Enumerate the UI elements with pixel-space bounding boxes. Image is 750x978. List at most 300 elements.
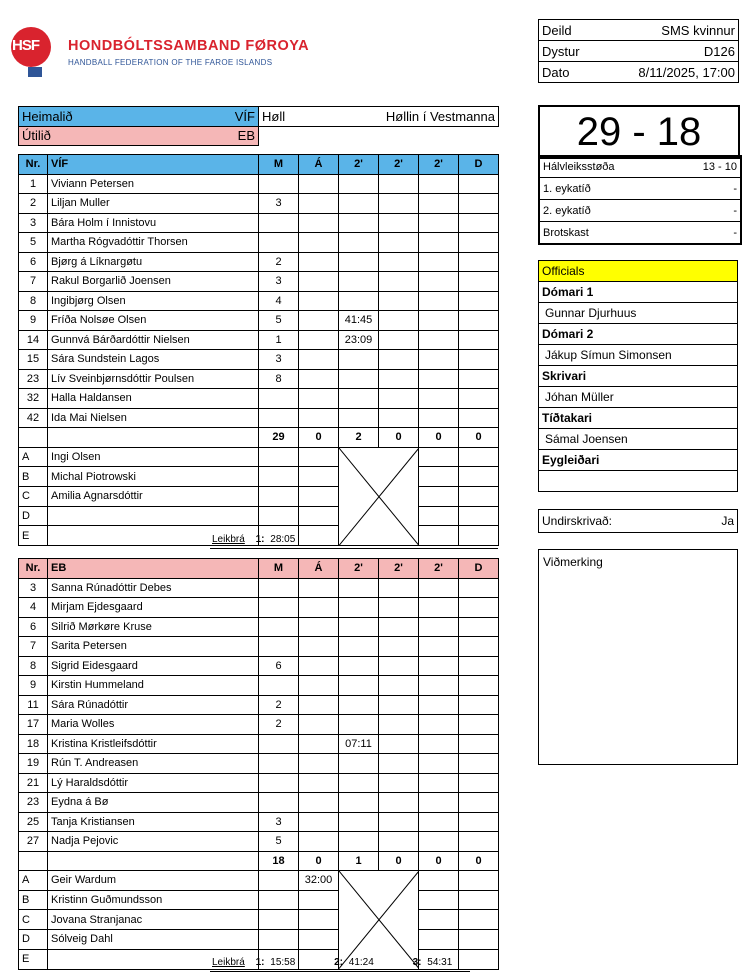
- player-goals: 1: [259, 330, 299, 350]
- player-number: 3: [19, 578, 48, 598]
- player-suspension-1: 07:11: [339, 734, 379, 754]
- player-name: Mirjam Ejdesgaard: [48, 598, 259, 618]
- player-goals: [259, 408, 299, 428]
- player-suspension-1: [339, 637, 379, 657]
- staff-blank: [419, 486, 459, 506]
- player-suspension-2: [379, 350, 419, 370]
- player-suspension-2: [379, 578, 419, 598]
- player-suspension-1: [339, 832, 379, 852]
- player-disqualification: [459, 715, 499, 735]
- player-disqualification: [459, 656, 499, 676]
- player-disqualification: [459, 812, 499, 832]
- player-number: 1: [19, 174, 48, 194]
- home-team-table: [18, 154, 499, 546]
- col-two-3: 2': [419, 559, 459, 579]
- staff-blank: [459, 910, 499, 930]
- player-name: Fríða Nolsøe Olsen: [48, 311, 259, 331]
- player-warning: [299, 369, 339, 389]
- staff-blank: [259, 910, 299, 930]
- col-two-3: 2': [419, 155, 459, 175]
- player-disqualification: [459, 252, 499, 272]
- player-goals: 4: [259, 291, 299, 311]
- player-name: Eydna á Bø: [48, 793, 259, 813]
- player-suspension-1: [339, 754, 379, 774]
- home-totals-row: [19, 428, 499, 448]
- timeout-3-label: 3:: [412, 957, 422, 968]
- player-warning: [299, 695, 339, 715]
- home-label: Heimalið: [19, 107, 189, 127]
- timeout-label: Leikbrá: [212, 957, 245, 968]
- player-suspension-2: [379, 695, 419, 715]
- timeout-label: Leikbrá: [212, 534, 245, 545]
- staff-blank: [459, 447, 499, 467]
- cross-out-icon: [339, 871, 419, 969]
- player-goals: [259, 578, 299, 598]
- player-suspension-3: [419, 389, 459, 409]
- player-warning: [299, 734, 339, 754]
- staff-warning: 32:00: [299, 871, 339, 891]
- player-warning: [299, 617, 339, 637]
- player-name: Bjørg á Líknargøtu: [48, 252, 259, 272]
- deild-value: SMS kvinnur: [609, 20, 739, 41]
- staff-crossed-cells: [339, 447, 419, 546]
- col-m: M: [259, 559, 299, 579]
- away-label: Útilið: [19, 126, 189, 146]
- staff-blank: [259, 890, 299, 910]
- player-name: Silrið Mørkøre Kruse: [48, 617, 259, 637]
- player-number: 5: [19, 233, 48, 253]
- player-name: Gunnvá Bárðardóttir Nielsen: [48, 330, 259, 350]
- player-row: [19, 637, 499, 657]
- player-name: Martha Rógvadóttir Thorsen: [48, 233, 259, 253]
- player-suspension-2: [379, 793, 419, 813]
- player-suspension-1: [339, 695, 379, 715]
- player-suspension-2: [379, 598, 419, 618]
- away-value: EB: [189, 126, 259, 146]
- player-suspension-3: [419, 350, 459, 370]
- player-name: Rún T. Andreasen: [48, 754, 259, 774]
- player-row: [19, 598, 499, 618]
- player-suspension-2: [379, 617, 419, 637]
- player-name: Lív Sveinbjørnsdóttir Poulsen: [48, 369, 259, 389]
- official-role: Tíðtakari: [539, 408, 738, 429]
- player-disqualification: [459, 578, 499, 598]
- player-name: Sigrid Eidesgaard: [48, 656, 259, 676]
- et2-value: -: [659, 200, 741, 222]
- player-warning: [299, 715, 339, 735]
- player-row: [19, 676, 499, 696]
- staff-blank: [419, 467, 459, 487]
- staff-crossed-cells: [339, 871, 419, 970]
- player-suspension-2: [379, 330, 419, 350]
- away-header-row: [19, 559, 499, 579]
- penalties-label: Brotskast: [539, 222, 659, 245]
- player-suspension-2: [379, 734, 419, 754]
- player-suspension-3: [419, 330, 459, 350]
- player-suspension-3: [419, 832, 459, 852]
- et1-label: 1. eykatíð: [539, 178, 659, 200]
- player-goals: [259, 754, 299, 774]
- player-number: 9: [19, 676, 48, 696]
- player-number: 11: [19, 695, 48, 715]
- signed-label: Undirskrivað:: [539, 510, 639, 533]
- player-warning: [299, 578, 339, 598]
- player-warning: [299, 194, 339, 214]
- player-disqualification: [459, 272, 499, 292]
- staff-blank: [259, 930, 299, 950]
- player-disqualification: [459, 695, 499, 715]
- player-warning: [299, 350, 339, 370]
- staff-warning: [299, 506, 339, 526]
- official-name: Jóhan Müller: [539, 387, 738, 408]
- player-row: [19, 773, 499, 793]
- player-suspension-1: [339, 812, 379, 832]
- player-suspension-2: [379, 754, 419, 774]
- player-suspension-3: [419, 578, 459, 598]
- logo-circle-icon: [11, 27, 51, 67]
- teams-table: [18, 106, 499, 146]
- org-subtitle: HANDBALL FEDERATION OF THE FAROE ISLANDS: [68, 58, 273, 67]
- staff-code: B: [19, 890, 48, 910]
- player-suspension-2: [379, 213, 419, 233]
- player-row: [19, 174, 499, 194]
- timeout-2-label: 2:: [334, 957, 343, 968]
- player-name: Sára Sundstein Lagos: [48, 350, 259, 370]
- venue-value: Høllin í Vestmanna: [319, 107, 499, 127]
- player-suspension-1: [339, 252, 379, 272]
- player-goals: [259, 637, 299, 657]
- staff-blank: [259, 467, 299, 487]
- player-warning: [299, 291, 339, 311]
- official-name: Sámal Joensen: [539, 429, 738, 450]
- official-role: Dómari 2: [539, 324, 738, 345]
- player-row: [19, 330, 499, 350]
- staff-blank: [259, 871, 299, 891]
- player-row: [19, 832, 499, 852]
- col-d: D: [459, 559, 499, 579]
- staff-warning: [299, 890, 339, 910]
- player-suspension-3: [419, 213, 459, 233]
- player-disqualification: [459, 832, 499, 852]
- player-row: [19, 715, 499, 735]
- player-name: Lý Haraldsdóttir: [48, 773, 259, 793]
- player-disqualification: [459, 350, 499, 370]
- col-two-2: 2': [379, 155, 419, 175]
- player-suspension-3: [419, 754, 459, 774]
- player-row: [19, 812, 499, 832]
- player-number: 14: [19, 330, 48, 350]
- staff-code: A: [19, 447, 48, 467]
- player-number: 23: [19, 369, 48, 389]
- total-m: 29: [259, 428, 299, 448]
- player-disqualification: [459, 598, 499, 618]
- staff-code: C: [19, 910, 48, 930]
- total-two-1: 2: [339, 428, 379, 448]
- player-warning: [299, 637, 339, 657]
- player-suspension-3: [419, 637, 459, 657]
- player-disqualification: [459, 291, 499, 311]
- player-disqualification: [459, 389, 499, 409]
- player-row: [19, 311, 499, 331]
- player-warning: [299, 408, 339, 428]
- player-goals: 3: [259, 194, 299, 214]
- staff-name: Ingi Olsen: [48, 447, 259, 467]
- player-goals: 3: [259, 350, 299, 370]
- player-suspension-1: [339, 350, 379, 370]
- player-suspension-1: [339, 598, 379, 618]
- deild-label: Deild: [539, 20, 609, 41]
- staff-blank: [459, 871, 499, 891]
- player-suspension-1: [339, 272, 379, 292]
- player-suspension-2: [379, 252, 419, 272]
- total-a: 0: [299, 428, 339, 448]
- total-two-1: 1: [339, 851, 379, 871]
- player-suspension-3: [419, 174, 459, 194]
- player-suspension-2: [379, 272, 419, 292]
- officials-table: [538, 260, 738, 492]
- staff-code: B: [19, 467, 48, 487]
- player-number: 15: [19, 350, 48, 370]
- total-two-2: 0: [379, 851, 419, 871]
- logo-letters: HSF: [12, 37, 39, 54]
- player-row: [19, 194, 499, 214]
- staff-blank: [419, 506, 459, 526]
- total-two-2: 0: [379, 428, 419, 448]
- player-number: 7: [19, 637, 48, 657]
- player-warning: [299, 773, 339, 793]
- player-suspension-2: [379, 408, 419, 428]
- player-suspension-2: [379, 311, 419, 331]
- player-warning: [299, 793, 339, 813]
- player-suspension-3: [419, 812, 459, 832]
- player-disqualification: [459, 734, 499, 754]
- player-goals: 3: [259, 272, 299, 292]
- player-suspension-2: [379, 773, 419, 793]
- player-disqualification: [459, 330, 499, 350]
- player-row: [19, 252, 499, 272]
- player-name: Nadja Pejovic: [48, 832, 259, 852]
- player-suspension-2: [379, 369, 419, 389]
- player-row: [19, 213, 499, 233]
- timeout-1-value: 15:58: [270, 957, 296, 968]
- player-suspension-3: [419, 369, 459, 389]
- player-name: Liljan Muller: [48, 194, 259, 214]
- player-suspension-3: [419, 194, 459, 214]
- logo-base-icon: [28, 67, 42, 77]
- total-a: 0: [299, 851, 339, 871]
- player-number: 4: [19, 598, 48, 618]
- player-name: Viviann Petersen: [48, 174, 259, 194]
- player-suspension-2: [379, 291, 419, 311]
- staff-code: C: [19, 486, 48, 506]
- player-goals: 2: [259, 715, 299, 735]
- staff-warning: [299, 467, 339, 487]
- player-warning: [299, 213, 339, 233]
- player-goals: [259, 773, 299, 793]
- player-suspension-3: [419, 233, 459, 253]
- staff-blank: [459, 930, 499, 950]
- player-name: Ingibjørg Olsen: [48, 291, 259, 311]
- player-suspension-3: [419, 291, 459, 311]
- player-goals: 5: [259, 832, 299, 852]
- staff-name: Michal Piotrowski: [48, 467, 259, 487]
- player-row: [19, 793, 499, 813]
- staff-row: [19, 871, 499, 891]
- timeout-1-label: 1:: [255, 957, 265, 968]
- player-row: [19, 272, 499, 292]
- player-goals: 3: [259, 812, 299, 832]
- col-team-name: VÍF: [48, 155, 259, 175]
- player-suspension-1: [339, 408, 379, 428]
- player-number: 6: [19, 252, 48, 272]
- player-row: [19, 408, 499, 428]
- player-suspension-3: [419, 734, 459, 754]
- timeout-1-label: 1:: [255, 534, 265, 545]
- player-name: Rakul Borgarlið Joensen: [48, 272, 259, 292]
- player-warning: [299, 832, 339, 852]
- final-score: 29 - 18: [576, 110, 702, 154]
- player-suspension-1: [339, 233, 379, 253]
- score-details-table: [538, 155, 742, 245]
- staff-blank: [459, 890, 499, 910]
- player-row: [19, 389, 499, 409]
- player-suspension-1: [339, 773, 379, 793]
- staff-blank: [459, 467, 499, 487]
- staff-warning: [299, 910, 339, 930]
- player-row: [19, 369, 499, 389]
- staff-name: Kristinn Guðmundsson: [48, 890, 259, 910]
- et1-value: -: [659, 178, 741, 200]
- staff-row: [19, 890, 499, 910]
- player-number: 8: [19, 656, 48, 676]
- player-disqualification: [459, 793, 499, 813]
- player-goals: 8: [259, 369, 299, 389]
- player-goals: 5: [259, 311, 299, 331]
- staff-code: E: [19, 949, 48, 969]
- player-goals: 2: [259, 252, 299, 272]
- staff-blank: [459, 486, 499, 506]
- player-suspension-3: [419, 598, 459, 618]
- player-goals: [259, 676, 299, 696]
- remark-box: [538, 549, 738, 765]
- col-two-1: 2': [339, 559, 379, 579]
- staff-blank: [259, 447, 299, 467]
- col-d: D: [459, 155, 499, 175]
- col-a: Á: [299, 155, 339, 175]
- player-disqualification: [459, 233, 499, 253]
- player-row: [19, 291, 499, 311]
- player-suspension-2: [379, 194, 419, 214]
- player-disqualification: [459, 369, 499, 389]
- player-goals: [259, 213, 299, 233]
- staff-name: Amilia Agnarsdóttir: [48, 486, 259, 506]
- official-name: Jákup Símun Simonsen: [539, 345, 738, 366]
- total-two-3: 0: [419, 428, 459, 448]
- dato-label: Dato: [539, 62, 609, 83]
- player-suspension-3: [419, 272, 459, 292]
- player-number: 7: [19, 272, 48, 292]
- dystur-value: D126: [609, 41, 739, 62]
- player-suspension-1: [339, 793, 379, 813]
- player-suspension-3: [419, 695, 459, 715]
- et2-label: 2. eykatíð: [539, 200, 659, 222]
- player-disqualification: [459, 408, 499, 428]
- player-suspension-2: [379, 637, 419, 657]
- player-row: [19, 350, 499, 370]
- player-number: 42: [19, 408, 48, 428]
- player-disqualification: [459, 213, 499, 233]
- staff-code: D: [19, 930, 48, 950]
- player-number: 27: [19, 832, 48, 852]
- player-warning: [299, 233, 339, 253]
- player-number: 32: [19, 389, 48, 409]
- player-disqualification: [459, 174, 499, 194]
- away-timeouts: [210, 957, 470, 972]
- penalties-value: -: [659, 222, 741, 245]
- player-row: [19, 656, 499, 676]
- player-warning: [299, 311, 339, 331]
- remark-label: Viðmerking: [543, 555, 603, 569]
- player-suspension-3: [419, 408, 459, 428]
- player-disqualification: [459, 617, 499, 637]
- staff-row: [19, 486, 499, 506]
- player-row: [19, 734, 499, 754]
- official-name: Gunnar Djurhuus: [539, 303, 738, 324]
- player-number: 18: [19, 734, 48, 754]
- player-number: 21: [19, 773, 48, 793]
- staff-blank: [459, 506, 499, 526]
- player-goals: [259, 174, 299, 194]
- staff-blank: [419, 930, 459, 950]
- player-number: 9: [19, 311, 48, 331]
- player-disqualification: [459, 773, 499, 793]
- away-team-table: [18, 558, 499, 970]
- staff-name: Sólveig Dahl: [48, 930, 259, 950]
- player-suspension-1: 23:09: [339, 330, 379, 350]
- player-suspension-1: 41:45: [339, 311, 379, 331]
- staff-blank: [419, 871, 459, 891]
- staff-code: D: [19, 506, 48, 526]
- player-suspension-1: [339, 174, 379, 194]
- player-suspension-3: [419, 715, 459, 735]
- away-totals-row: [19, 851, 499, 871]
- player-warning: [299, 812, 339, 832]
- halftime-value: 13 - 10: [659, 156, 741, 178]
- staff-name: [48, 506, 259, 526]
- player-warning: [299, 272, 339, 292]
- player-warning: [299, 389, 339, 409]
- total-d: 0: [459, 428, 499, 448]
- total-m: 18: [259, 851, 299, 871]
- staff-name: Jovana Stranjanac: [48, 910, 259, 930]
- player-warning: [299, 676, 339, 696]
- official-role: Eygleiðari: [539, 450, 738, 471]
- player-disqualification: [459, 754, 499, 774]
- player-number: 6: [19, 617, 48, 637]
- player-name: Tanja Kristiansen: [48, 812, 259, 832]
- player-warning: [299, 754, 339, 774]
- player-suspension-1: [339, 715, 379, 735]
- staff-blank: [259, 486, 299, 506]
- player-name: Maria Wolles: [48, 715, 259, 735]
- player-suspension-2: [379, 832, 419, 852]
- player-goals: 6: [259, 656, 299, 676]
- player-suspension-3: [419, 252, 459, 272]
- player-suspension-1: [339, 389, 379, 409]
- player-suspension-2: [379, 174, 419, 194]
- staff-row: [19, 930, 499, 950]
- player-goals: [259, 389, 299, 409]
